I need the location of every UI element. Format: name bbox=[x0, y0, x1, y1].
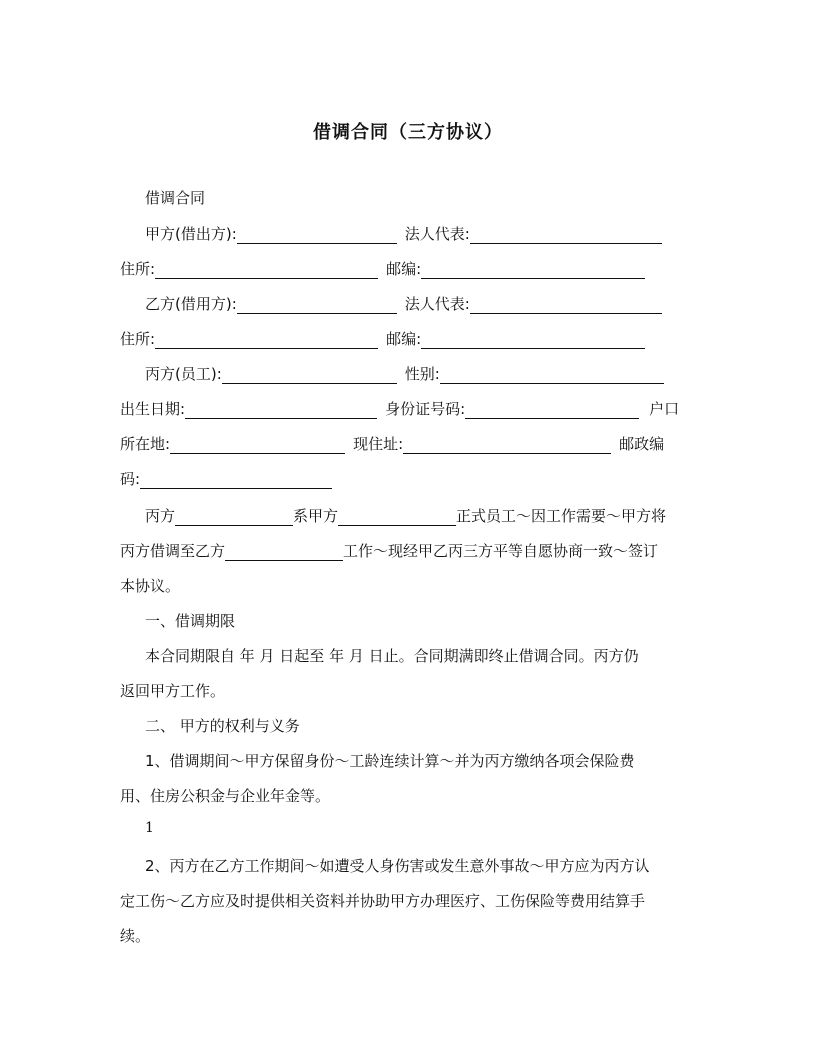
party-b-address-label: 住所: bbox=[120, 330, 156, 348]
party-a-name-field[interactable] bbox=[237, 226, 397, 244]
section-2-heading: 二、 甲方的权利与义务 bbox=[145, 717, 300, 735]
intro-text: 正式员工～因工作需要～甲方将 bbox=[456, 507, 667, 525]
party-c-hukou-label-a: 户口 bbox=[649, 400, 680, 418]
department-field[interactable] bbox=[338, 508, 456, 526]
party-c-hukou-field[interactable] bbox=[170, 436, 345, 454]
page-number: 1 bbox=[145, 820, 154, 836]
intro-text: 系甲方 bbox=[293, 507, 339, 525]
party-c-postal-field[interactable] bbox=[140, 471, 332, 489]
section-2-item-1-line-1: 1、借调期间～甲方保留身份～工龄连续计算～并为丙方缴纳各项会保险费 bbox=[145, 752, 635, 770]
party-c-residence-field[interactable] bbox=[403, 436, 611, 454]
party-c-hukou-row bbox=[120, 434, 664, 454]
section-2-item-1-line-2: 用、住房公积金与企业年金等。 bbox=[120, 787, 331, 805]
intro-text: 工作～现经甲乙丙三方平等自愿协商一致～签订 bbox=[343, 542, 659, 560]
party-c-name-field[interactable] bbox=[222, 366, 397, 384]
employee-name-field[interactable] bbox=[175, 508, 293, 526]
borrower-dept-field[interactable] bbox=[225, 543, 343, 561]
party-a-rep-label: 法人代表: bbox=[404, 225, 470, 243]
party-c-postal-label-b: 码: bbox=[120, 470, 141, 488]
party-c-row bbox=[145, 364, 664, 384]
intro-line-2 bbox=[120, 541, 658, 561]
party-a-postcode-label: 邮编: bbox=[386, 260, 422, 278]
party-c-id-label: 身份证号码: bbox=[385, 400, 466, 418]
party-c-birth-field[interactable] bbox=[185, 401, 377, 419]
contract-subtitle: 借调合同 bbox=[145, 189, 206, 207]
party-b-rep-label: 法人代表: bbox=[404, 295, 470, 313]
party-a-address-row bbox=[120, 259, 645, 279]
party-c-label: 丙方(员工): bbox=[145, 365, 222, 383]
party-c-gender-label: 性别: bbox=[404, 365, 440, 383]
intro-line-3: 本协议。 bbox=[120, 577, 181, 595]
party-c-postal-label-a: 邮政编 bbox=[619, 435, 665, 453]
party-a-postcode-field[interactable] bbox=[421, 261, 645, 279]
party-a-row bbox=[145, 224, 662, 244]
party-c-id-field[interactable] bbox=[465, 401, 639, 419]
section-1-line-2: 返回甲方工作。 bbox=[120, 682, 226, 700]
party-b-name-field[interactable] bbox=[237, 296, 397, 314]
party-a-label: 甲方(借出方): bbox=[145, 225, 237, 243]
section-1-heading: 一、借调期限 bbox=[145, 612, 236, 630]
section-2-item-2-line-2: 定工伤～乙方应及时提供相关资料并协助甲方办理医疗、工伤保险等费用结算手 bbox=[120, 892, 646, 910]
section-2-item-2-line-1: 2、丙方在乙方工作期间～如遭受人身伤害或发生意外事故～甲方应为丙方认 bbox=[145, 857, 650, 875]
party-a-address-field[interactable] bbox=[155, 261, 378, 279]
intro-text: 丙方借调至乙方 bbox=[120, 542, 226, 560]
document-title: 借调合同（三方协议） bbox=[313, 122, 503, 143]
party-c-gender-field[interactable] bbox=[440, 366, 664, 384]
party-b-postcode-field[interactable] bbox=[421, 331, 645, 349]
party-c-hukou-label-b: 所在地: bbox=[120, 435, 171, 453]
party-c-birth-row bbox=[120, 399, 679, 419]
party-a-address-label: 住所: bbox=[120, 260, 156, 278]
party-c-postal-row bbox=[120, 469, 332, 489]
party-c-birth-label: 出生日期: bbox=[120, 400, 186, 418]
party-a-rep-field[interactable] bbox=[470, 226, 662, 244]
party-b-address-row bbox=[120, 329, 645, 349]
party-b-row bbox=[145, 294, 662, 314]
section-1-line-1: 本合同期限自 年 月 日起至 年 月 日止。合同期满即终止借调合同。丙方仍 bbox=[145, 647, 639, 665]
intro-text: 丙方 bbox=[145, 507, 176, 525]
section-2-item-2-line-3: 续。 bbox=[120, 927, 151, 945]
intro-line-1 bbox=[145, 506, 666, 526]
party-b-address-field[interactable] bbox=[155, 331, 378, 349]
party-c-residence-label: 现住址: bbox=[353, 435, 404, 453]
party-b-rep-field[interactable] bbox=[470, 296, 662, 314]
party-b-postcode-label: 邮编: bbox=[386, 330, 422, 348]
party-b-label: 乙方(借用方): bbox=[145, 295, 237, 313]
